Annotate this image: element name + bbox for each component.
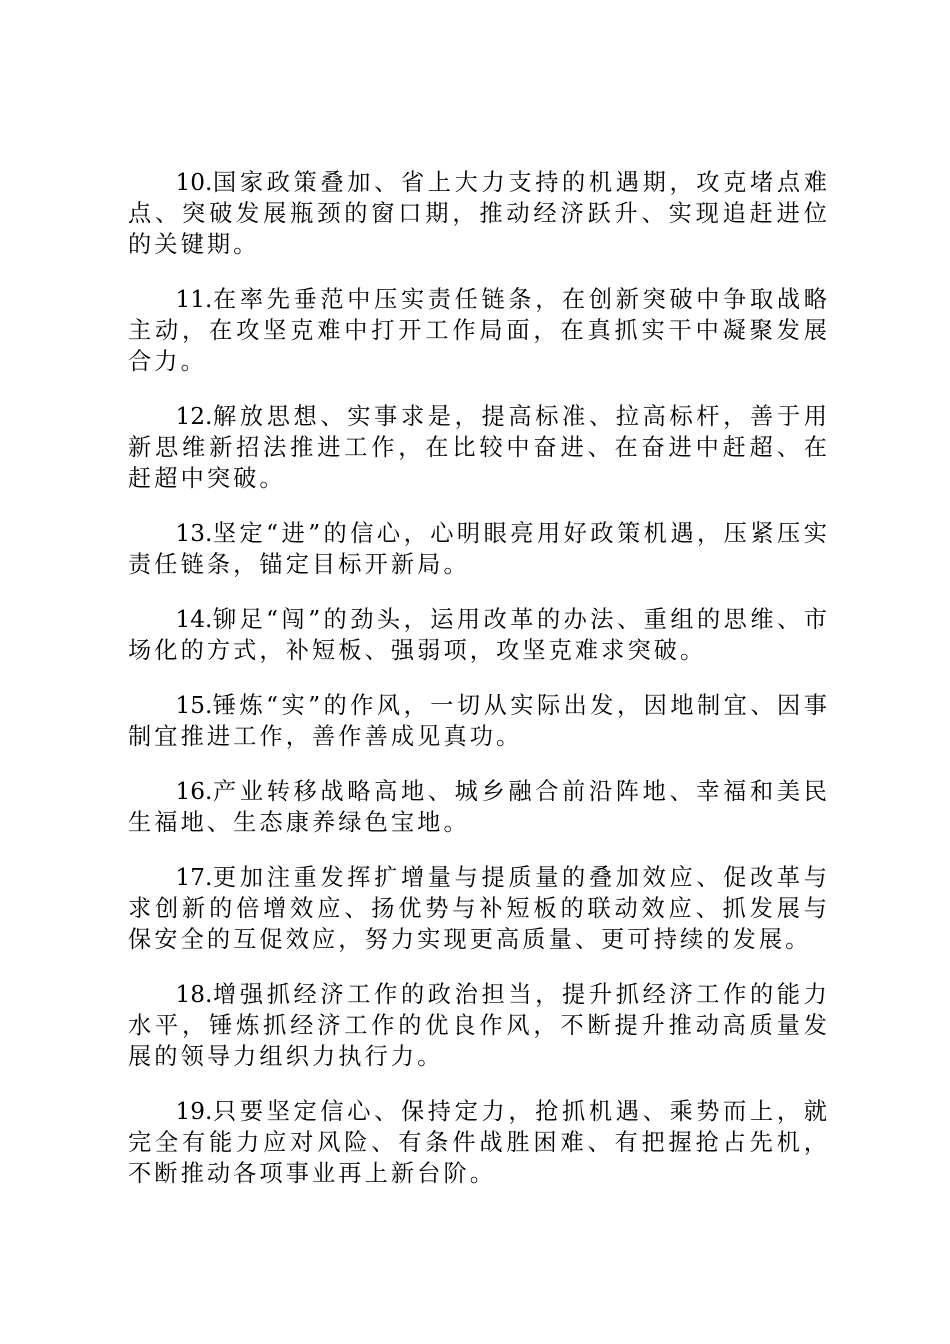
paragraph-13: [128, 518, 830, 580]
paragraph-12: [128, 401, 830, 494]
paragraph-text: 产业转移战略高地、城乡融合前沿阵地、幸福和美民生福地、生态康养绿色宝地。: [128, 778, 830, 836]
paragraph-10: [128, 167, 830, 260]
paragraph-15: [128, 690, 830, 752]
paragraph-16: [128, 776, 830, 838]
paragraph-number: 16.: [175, 778, 213, 805]
paragraph-number: 17.: [175, 864, 213, 891]
paragraph-number: 13.: [175, 520, 213, 547]
paragraph-text: 增强抓经济工作的政治担当，提升抓经济工作的能力水平，锤炼抓经济工作的优良作风，不断提升推动高质量发展的领导力组织力执行力。: [128, 981, 830, 1070]
paragraph-text: 国家政策叠加、省上大力支持的机遇期，攻克堵点难点、突破发展瓶颈的窗口期，推动经济跃升、实现追赶进位的关键期。: [128, 169, 830, 258]
paragraph-number: 15.: [175, 692, 213, 719]
paragraph-number: 19.: [175, 1098, 213, 1125]
paragraph-number: 18.: [175, 981, 213, 1008]
paragraph-text: 铆足“闯”的劲头，运用改革的办法、重组的思维、市场化的方式，补短板、强弱项，攻坚克难求突破。: [128, 606, 830, 664]
paragraph-text: 在率先垂范中压实责任链条，在创新突破中争取战略主动，在攻坚克难中打开工作局面，在真抓实干中凝聚发展合力。: [128, 286, 830, 375]
document-body: [128, 167, 830, 1189]
paragraph-19: [128, 1096, 830, 1189]
paragraph-text: 只要坚定信心、保持定力，抢抓机遇、乘势而上，就完全有能力应对风险、有条件战胜困难、有把握抢占先机，不断推动各项事业再上新台阶。: [128, 1098, 830, 1187]
paragraph-text: 坚定“进”的信心，心明眼亮用好政策机遇，压紧压实责任链条，锚定目标开新局。: [128, 520, 830, 578]
paragraph-text: 锤炼“实”的作风，一切从实际出发，因地制宜、因事制宜推进工作，善作善成见真功。: [128, 692, 830, 750]
paragraph-number: 14.: [175, 606, 213, 633]
paragraph-number: 10.: [175, 169, 213, 196]
paragraph-18: [128, 979, 830, 1072]
paragraph-14: [128, 604, 830, 666]
paragraph-number: 11.: [175, 286, 213, 313]
paragraph-11: [128, 284, 830, 377]
paragraph-number: 12.: [175, 403, 213, 430]
paragraph-text: 更加注重发挥扩增量与提质量的叠加效应、促改革与求创新的倍增效应、扬优势与补短板的联动效应、抓发展与保安全的互促效应，努力实现更高质量、更可持续的发展。: [128, 864, 830, 953]
paragraph-text: 解放思想、实事求是，提高标准、拉高标杆，善于用新思维新招法推进工作，在比较中奋进、在奋进中赶超、在赶超中突破。: [128, 403, 830, 492]
paragraph-17: [128, 862, 830, 955]
